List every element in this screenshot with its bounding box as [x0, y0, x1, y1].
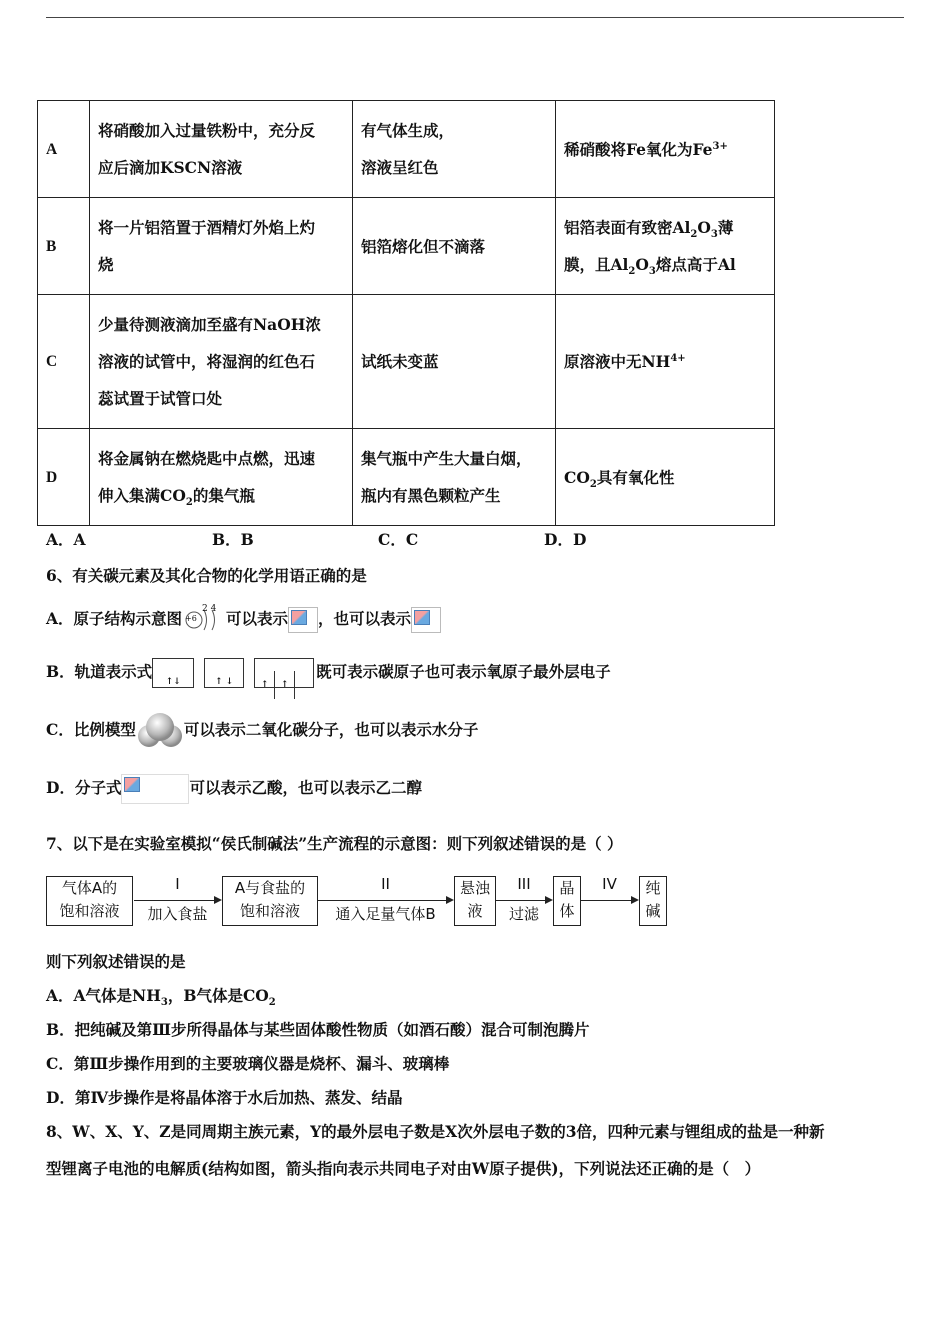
step-number: II	[381, 875, 390, 893]
row-phenomenon	[353, 198, 556, 295]
experiment-table	[37, 100, 775, 526]
text: 伸入集满CO	[98, 486, 186, 505]
cell-text: 烧	[98, 255, 114, 274]
box-text: 晶	[559, 879, 575, 897]
flow-box-gas-a	[46, 876, 133, 926]
q8-stem-line2: 型锂离子电池的电解质(结构如图，箭头指向表示共同电子对由W原子提供)，下列说法还正确的是（ ）	[46, 1159, 761, 1178]
text: O	[697, 218, 711, 237]
q7-option-d[interactable]: D．第Ⅳ步操作是将晶体溶于水后加热、蒸发、结晶	[46, 1088, 403, 1107]
shell-electrons: 2 4	[202, 604, 217, 614]
cell-text: 集气瓶中产生大量白烟，	[361, 449, 532, 468]
q7-sub-stem: 则下列叙述错误的是	[46, 952, 186, 971]
q8-stem-line1: 8、W、X、Y、Z是同周期主族元素，Y的最外层电子数是X次外层电子数的3倍，四种元素与锂组成的盐是一种新	[46, 1122, 825, 1141]
text: B．轨道表示式	[46, 662, 153, 681]
text: 可以表示	[226, 609, 289, 628]
text: O	[635, 255, 649, 274]
subscript: 2	[628, 266, 636, 278]
q5-choices	[46, 528, 586, 550]
table-row	[38, 295, 775, 429]
flow-box-soda-ash	[639, 876, 667, 926]
box-text: 饱和溶液	[59, 902, 120, 920]
text: 具有氧化性	[596, 467, 675, 487]
box-text: 体	[559, 902, 575, 920]
step-number: IV	[602, 875, 617, 893]
arrow-icon	[581, 900, 637, 901]
q7-option-c[interactable]: C．第Ⅲ步操作用到的主要玻璃仪器是烧杯、漏斗、玻璃棒	[46, 1054, 450, 1073]
orbital-box-2p: ↑ ↑	[254, 658, 314, 688]
flow-box-suspension	[454, 876, 496, 926]
cell-text: 原溶液中无NH	[564, 352, 671, 371]
subscript: 3	[710, 229, 718, 241]
step-label: 加入食盐	[147, 905, 208, 923]
cell-text: 试纸未变蓝	[361, 352, 439, 371]
cell-text: 铝箔熔化但不滴落	[361, 236, 486, 256]
orbital-box-2s: ↑↓	[152, 658, 194, 688]
cell-text: 将金属钠在燃烧匙中点燃，迅速	[98, 449, 316, 468]
step-label: 通入足量气体B	[335, 905, 436, 923]
space-filling-model-icon	[136, 711, 184, 751]
box-text: 液	[467, 902, 483, 920]
row-operation	[90, 429, 353, 526]
flow-box-crystal	[553, 876, 581, 926]
superscript: 3+	[712, 140, 728, 152]
choice-b[interactable]: B．B	[212, 530, 254, 549]
subscript: 2	[589, 478, 597, 490]
choice-d[interactable]: D．D	[544, 530, 587, 549]
subscript: 3	[160, 997, 168, 1009]
subscript: 3	[648, 266, 656, 278]
table-row	[38, 101, 775, 198]
cell-text	[98, 477, 344, 514]
row-conclusion	[556, 429, 775, 526]
nucleus-charge: +6	[185, 614, 197, 623]
row-option: C	[38, 295, 90, 429]
orbital-box-2s-second: ↑ ↓	[204, 658, 244, 688]
flow-diagram	[46, 873, 676, 929]
row-option: D	[38, 429, 90, 526]
cell-text	[564, 246, 766, 283]
cell-text: 将硝酸加入过量铁粉中，充分反	[98, 121, 316, 140]
box-text: A与食盐的	[234, 879, 306, 897]
cell-text: 溶液呈红色	[361, 158, 439, 177]
row-conclusion	[556, 101, 775, 198]
cell-text	[564, 209, 766, 246]
image-placeholder-icon	[411, 607, 441, 633]
arrow-icon	[134, 900, 220, 901]
row-phenomenon	[353, 429, 556, 526]
row-conclusion	[556, 198, 775, 295]
q7-stem: 7、以下是在实验室模拟“侯氏制碱法”生产流程的示意图：则下列叙述错误的是（ ）	[46, 834, 623, 853]
arrow-icon	[496, 900, 551, 901]
flow-box-saturated-solution	[222, 876, 318, 926]
cell-text: 溶液的试管中，将湿润的红色石	[98, 352, 316, 371]
text: 可以表示乙酸，也可以表示乙二醇	[189, 778, 422, 797]
text: A．原子结构示意图	[46, 609, 183, 628]
cell-text: 有气体生成，	[361, 121, 455, 140]
row-option: B	[38, 198, 90, 295]
text: 熔点高于Al	[655, 255, 736, 274]
q6-option-c[interactable]	[46, 710, 478, 750]
row-phenomenon	[353, 101, 556, 198]
cell-text: 将一片铝箔置于酒精灯外焰上灼	[98, 218, 316, 237]
choice-a[interactable]: A．A	[46, 530, 86, 549]
text: CO	[564, 467, 590, 487]
cell-text: 蕊试置于试管口处	[98, 389, 223, 408]
text: C．比例模型	[46, 720, 136, 739]
subscript: 2	[185, 497, 193, 509]
row-option: A	[38, 101, 90, 198]
row-operation	[90, 295, 353, 429]
text: A．A气体是NH	[46, 986, 161, 1005]
subscript: 2	[690, 229, 698, 241]
q6-stem: 6、有关碳元素及其化合物的化学用语正确的是	[46, 566, 367, 585]
superscript: 4+	[670, 352, 686, 364]
box-text: 悬浊	[459, 879, 490, 897]
step-label: 过滤	[508, 905, 539, 923]
q6-option-d[interactable]	[46, 770, 422, 806]
row-operation	[90, 198, 353, 295]
box-text: 饱和溶液	[239, 902, 300, 920]
choice-c[interactable]: C．C	[378, 530, 419, 549]
text: 既可表示碳原子也可表示氧原子最外层电子	[316, 662, 611, 681]
image-placeholder-icon	[121, 774, 189, 804]
text: ，B气体是CO	[167, 986, 269, 1005]
row-phenomenon	[353, 295, 556, 429]
q7-option-a[interactable]	[46, 984, 276, 1009]
text: 铝箔表面有致密Al	[564, 218, 691, 237]
arrow-icon	[318, 900, 452, 901]
subscript: 2	[268, 997, 276, 1009]
step-number: III	[517, 875, 531, 893]
table-row	[38, 198, 775, 295]
text: 可以表示二氧化碳分子，也可以表示水分子	[183, 720, 479, 739]
box-text: 碱	[645, 902, 661, 920]
text: ，也可以表示	[318, 609, 412, 628]
q7-option-b[interactable]: B．把纯碱及第Ⅲ步所得晶体与某些固体酸性物质（如酒石酸）混合可制泡腾片	[46, 1020, 590, 1039]
header-rule	[46, 17, 904, 18]
image-placeholder-icon	[288, 607, 318, 633]
box-text: 纯	[645, 879, 661, 897]
row-conclusion	[556, 295, 775, 429]
cell-text: 瓶内有黑色颗粒产生	[361, 486, 501, 505]
box-text: 气体A的	[61, 879, 118, 897]
q6-option-b[interactable]	[46, 652, 611, 692]
table-row	[38, 429, 775, 526]
cell-text: 稀硝酸将Fe氧化为Fe	[564, 139, 713, 159]
cell-text: 应后滴加KSCN溶液	[98, 158, 243, 177]
row-operation	[90, 101, 353, 198]
step-number: I	[175, 875, 180, 893]
text: 薄	[717, 218, 734, 237]
text: 的集气瓶	[192, 486, 255, 505]
text: D．分子式	[46, 778, 122, 797]
text: 膜，且Al	[564, 255, 629, 274]
q6-option-a[interactable]	[46, 604, 441, 634]
cell-text: 少量待测液滴加至盛有NaOH浓	[98, 315, 321, 334]
atom-structure-diagram	[182, 606, 226, 634]
